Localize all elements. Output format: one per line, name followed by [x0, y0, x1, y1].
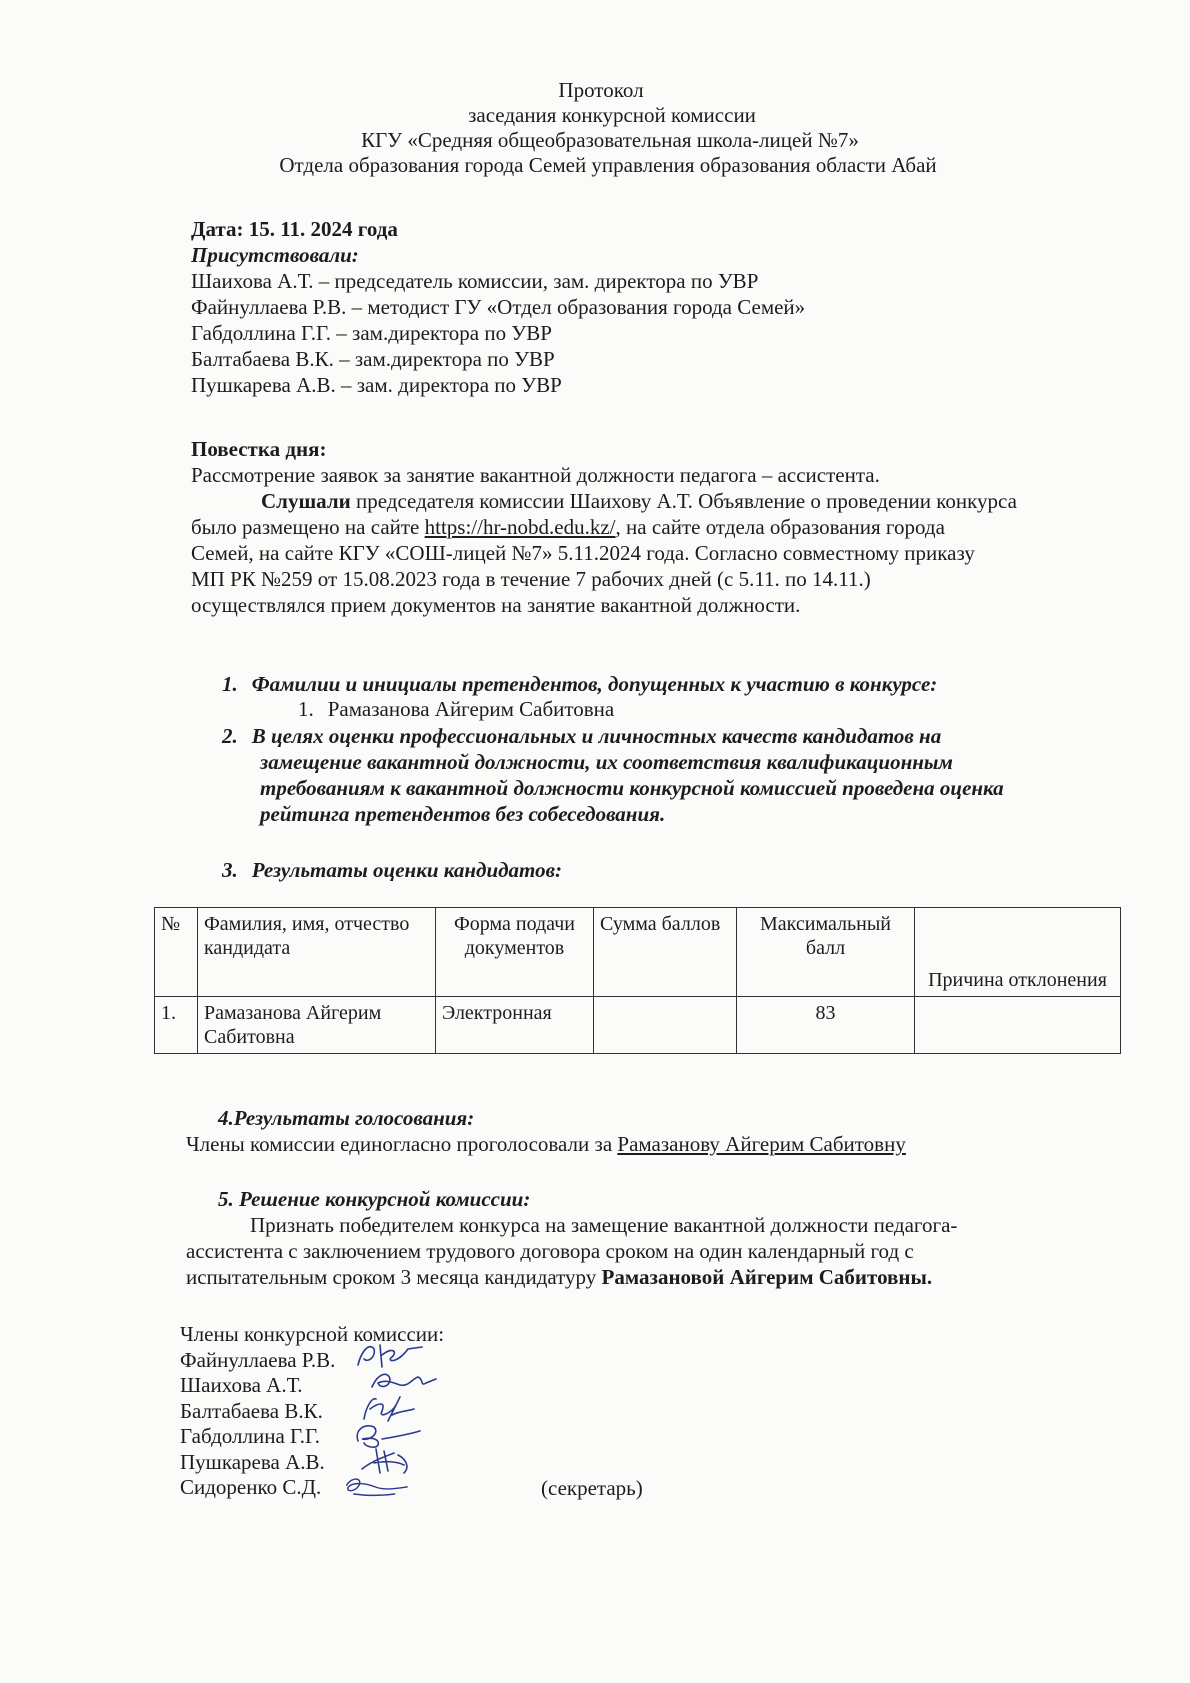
present-label: Присутствовали: — [191, 243, 359, 267]
table-header-row — [155, 908, 1121, 997]
agenda-block — [191, 436, 1017, 618]
secretary-note: (секретарь) — [541, 1476, 643, 1500]
subtitle: заседания конкурсной комиссии — [468, 103, 756, 127]
winner-name-bold: Рамазановой Айгерим Сабитовны. — [601, 1265, 933, 1289]
member-name: Пушкарева А.В. — [180, 1449, 325, 1474]
title: Протокол — [558, 78, 644, 102]
meeting-info — [191, 216, 805, 398]
heard-label: Слушали — [261, 489, 351, 513]
heard-line: МП РК №259 от 15.08.2023 года в течение 7 рабочих дней (с 5.11. по 14.11.) — [191, 567, 871, 591]
heard-line: было размещено на сайте https://hr-nobd.edu.kz/, на сайте отдела образования города — [191, 515, 945, 539]
member-name: Файнуллаева Р.В. — [180, 1347, 336, 1372]
member-name: Балтабаева В.К. — [180, 1398, 323, 1423]
signature-image — [336, 1469, 416, 1503]
results-table — [154, 907, 1121, 1054]
website-link[interactable]: https://hr-nobd.edu.kz/ — [424, 515, 616, 539]
decision-label: 5. Решение конкурсной комиссии: — [218, 1187, 531, 1211]
voting-label: 4.Результаты голосования: — [218, 1106, 475, 1130]
heard-line: осуществлялся прием документов на занятие вакантной должности. — [191, 593, 801, 617]
col-score: Сумма баллов — [594, 908, 737, 997]
present-member: Файнуллаева Р.В. – методист ГУ «Отдел образования города Семей» — [191, 295, 806, 319]
members-label: Члены конкурсной комиссии: — [180, 1322, 445, 1346]
col-form: Форма подачи документов — [436, 908, 594, 997]
department-name: Отдела образования города Семей управления образования области Абай — [279, 153, 937, 177]
school-name: КГУ «Средняя общеобразовательная школа-лицей №7» — [361, 128, 859, 152]
heard-line: Семей, на сайте КГУ «СОШ-лицей №7» 5.11.2024 года. Согласно совместному приказу — [191, 541, 975, 565]
item-1-candidate: 1. Рамазанова Айгерим Сабитовна — [298, 697, 615, 721]
heard-line: Слушали председателя комиссии Шаихову А.Т. Объявление о проведении конкурса — [261, 489, 1017, 513]
col-max: Максимальный балл — [737, 908, 915, 997]
agenda-label: Повестка дня: — [191, 437, 327, 461]
item-2: 2. В целях оценки профессиональных и личностных качеств кандидатов на замещение вакантной должности, их соответствия квалификационным требованиям к вакантной должности конкурсной комиссией проведена оценка рейтинга претендентов без собеседования. — [222, 724, 1004, 826]
member-name: Габдоллина Г.Г. — [180, 1424, 321, 1448]
table-row: 1. Рамазанова Айгерим Сабитовна Электронная 83 — [155, 997, 1121, 1054]
col-reason: Причина отклонения — [915, 908, 1121, 997]
present-member: Габдоллина Г.Г. – зам.директора по УВР — [191, 321, 552, 345]
agenda-text: Рассмотрение заявок за занятие вакантной должности педагога – ассистента. — [191, 463, 880, 487]
col-name: Фамилия, имя, отчество кандидата — [198, 908, 436, 997]
member-name: Сидоренко С.Д. — [180, 1475, 322, 1499]
col-number: № — [155, 908, 198, 997]
present-member: Балтабаева В.К. – зам.директора по УВР — [191, 347, 555, 371]
present-member: Шаихова А.Т. – председатель комиссии, зам. директора по УВР — [191, 269, 759, 293]
winner-name: Рамазанову Айгерим Сабитовну — [617, 1132, 906, 1156]
item-1: 1. Фамилии и инициалы претендентов, допущенных к участию в конкурсе: — [222, 672, 938, 696]
member-name: Шаихова А.Т. — [180, 1373, 303, 1397]
document-header — [0, 78, 1190, 178]
decision-text: Признать победителем конкурса на замещение вакантной должности педагога- ассистента с заключением трудового договора сроком на один календарный год с испытательным сроком 3 месяца кандидатуру Рамазановой Айгерим Сабитовны. — [186, 1213, 958, 1289]
meeting-date: Дата: 15. 11. 2024 года — [191, 217, 398, 241]
present-member: Пушкарева А.В. – зам. директора по УВР — [191, 373, 562, 397]
voting-text: Члены комиссии единогласно проголосовали за Рамазанову Айгерим Сабитовну — [186, 1132, 906, 1156]
item-3: 3. Результаты оценки кандидатов: — [222, 858, 562, 882]
